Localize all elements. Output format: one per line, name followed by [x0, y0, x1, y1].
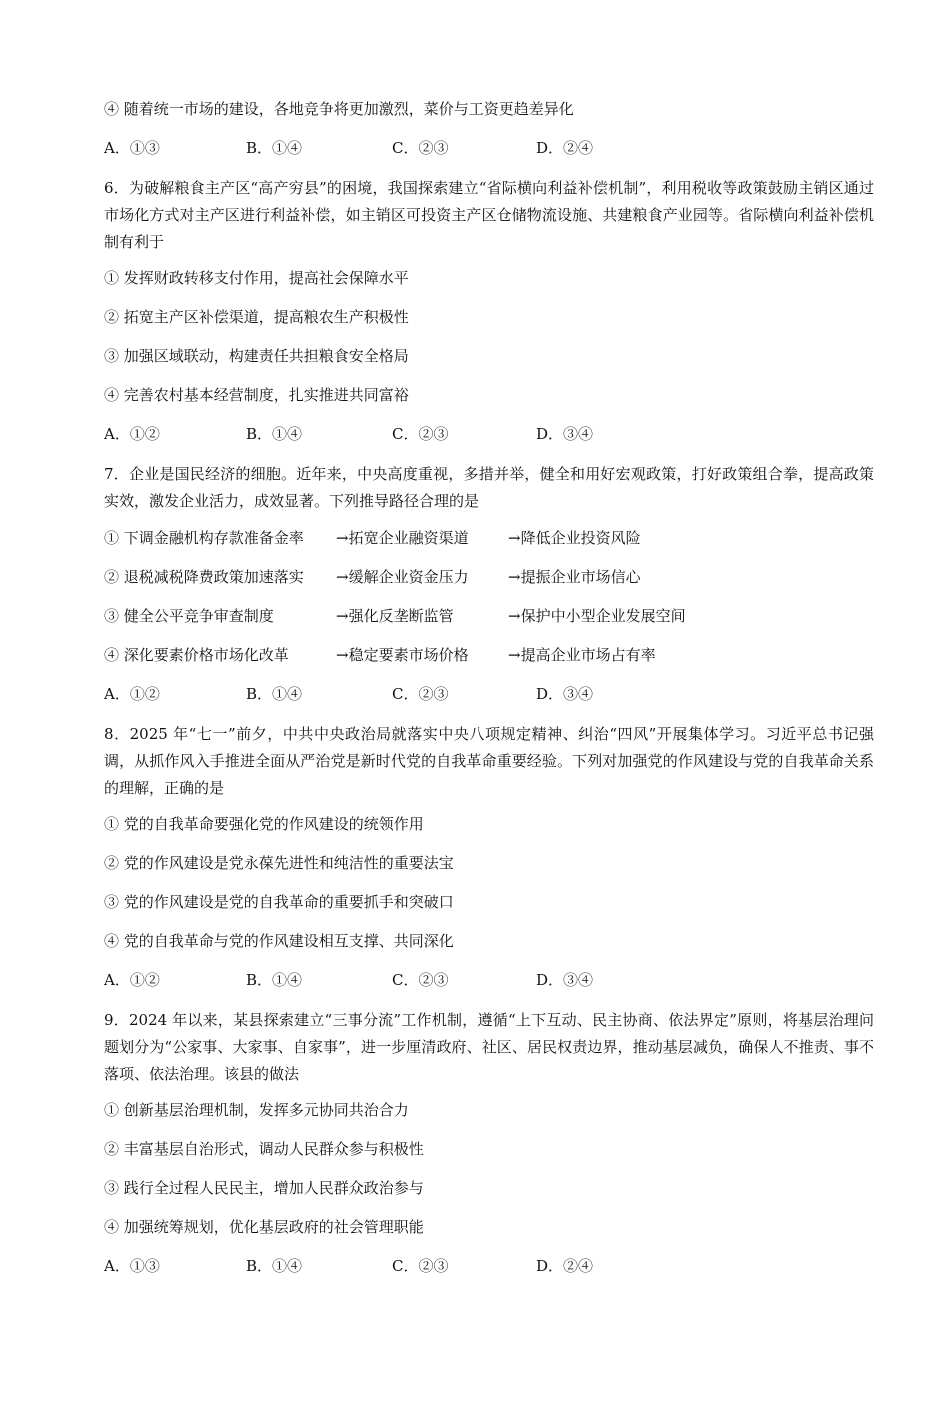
q7-choice-d: D．③④ — [536, 685, 594, 703]
q7-path-4-start: ④ 深化要素价格市场化改革 — [104, 646, 289, 664]
q8-option-1: ① 党的自我革命要强化党的作风建设的统领作用 — [104, 815, 424, 833]
q7-choice-a: A．①② — [104, 685, 160, 703]
q6-choice-d: D．③④ — [536, 425, 594, 443]
q9-choice-a: A．①③ — [104, 1257, 160, 1275]
q8-choice-b: B．①④ — [246, 971, 303, 989]
q9-option-2: ② 丰富基层自治形式，调动人民群众参与积极性 — [104, 1140, 424, 1158]
q6-stem: 6．为破解粮食主产区“高产穷县”的困境，我国探索建立“省际横向利益补偿机制”，利用税收等政策鼓励主销区通过市场化方式对主产区进行利益补偿，如主销区可投资主产区仓储物流设施、共建粮食产业园等。省际横向利益补偿机制有利于 — [104, 179, 874, 251]
q6-choice-b: B．①④ — [246, 425, 303, 443]
q9-choice-b: B．①④ — [246, 1257, 303, 1275]
q8-option-2: ② 党的作风建设是党永葆先进性和纯洁性的重要法宝 — [104, 854, 454, 872]
q5-choice-d: D．②④ — [536, 139, 594, 157]
q6-option-3: ③ 加强区域联动，构建责任共担粮食安全格局 — [104, 347, 409, 365]
q7-path-3-start: ③ 健全公平竞争审查制度 — [104, 607, 274, 625]
q7-path-2-middle: →缓解企业资金压力 — [336, 568, 469, 586]
q7-choice-c: C．②③ — [392, 685, 449, 703]
q6-choice-c: C．②③ — [392, 425, 449, 443]
q7-path-2-end: →提振企业市场信心 — [508, 568, 641, 586]
q7-path-3-end: →保护中小型企业发展空间 — [508, 607, 686, 625]
q5-choice-b: B．①④ — [246, 139, 303, 157]
q9-stem: 9．2024 年以来，某县探索建立“三事分流”工作机制，遵循“上下互动、民主协商、依法界定”原则，将基层治理问题划分为“公家事、大家事、自家事”，进一步厘清政府、社区、居民权责边界，推动基层减负，确保人不推责、事不落项、依法治理。该县的做法 — [104, 1011, 874, 1083]
q8-option-4: ④ 党的自我革命与党的作风建设相互支撑、共同深化 — [104, 932, 454, 950]
q9-option-1: ① 创新基层治理机制，发挥多元协同共治合力 — [104, 1101, 409, 1119]
q7-path-4-middle: →稳定要素市场价格 — [336, 646, 469, 664]
q5-choice-c: C．②③ — [392, 139, 449, 157]
q6-choice-a: A．①② — [104, 425, 160, 443]
q6-option-2: ② 拓宽主产区补偿渠道，提高粮农生产积极性 — [104, 308, 409, 326]
q8-choice-a: A．①② — [104, 971, 160, 989]
q7-path-4-end: →提高企业市场占有率 — [508, 646, 656, 664]
q8-option-3: ③ 党的作风建设是党的自我革命的重要抓手和突破口 — [104, 893, 454, 911]
q7-path-1-end: →降低企业投资风险 — [508, 529, 641, 547]
q7-path-1-middle: →拓宽企业融资渠道 — [336, 529, 469, 547]
q8-choice-c: C．②③ — [392, 971, 449, 989]
q5-option-4: ④ 随着统一市场的建设，各地竞争将更加激烈，菜价与工资更趋差异化 — [104, 100, 574, 118]
q6-option-4: ④ 完善农村基本经营制度，扎实推进共同富裕 — [104, 386, 409, 404]
q9-choice-c: C．②③ — [392, 1257, 449, 1275]
q7-path-1-start: ① 下调金融机构存款准备金率 — [104, 529, 304, 547]
q7-path-3-middle: →强化反垄断监管 — [336, 607, 454, 625]
q7-path-2-start: ② 退税减税降费政策加速落实 — [104, 568, 304, 586]
q9-option-4: ④ 加强统筹规划，优化基层政府的社会管理职能 — [104, 1218, 424, 1236]
q8-choice-d: D．③④ — [536, 971, 594, 989]
q5-choice-a: A．①③ — [104, 139, 160, 157]
q9-choice-d: D．②④ — [536, 1257, 594, 1275]
q7-choice-b: B．①④ — [246, 685, 303, 703]
q7-stem: 7．企业是国民经济的细胞。近年来，中央高度重视，多措并举，健全和用好宏观政策，打好政策组合拳，提高政策实效，激发企业活力，成效显著。下列推导路径合理的是 — [104, 465, 874, 510]
q6-option-1: ① 发挥财政转移支付作用，提高社会保障水平 — [104, 269, 409, 287]
q9-option-3: ③ 践行全过程人民民主，增加人民群众政治参与 — [104, 1179, 424, 1197]
q8-stem: 8．2025 年“七一”前夕，中共中央政治局就落实中央八项规定精神、纠治“四风”开展集体学习。习近平总书记强调，从抓作风入手推进全面从严治党是新时代党的自我革命重要经验。下列对加强党的作风建设与党的自我革命关系的理解，正确的是 — [104, 725, 874, 797]
